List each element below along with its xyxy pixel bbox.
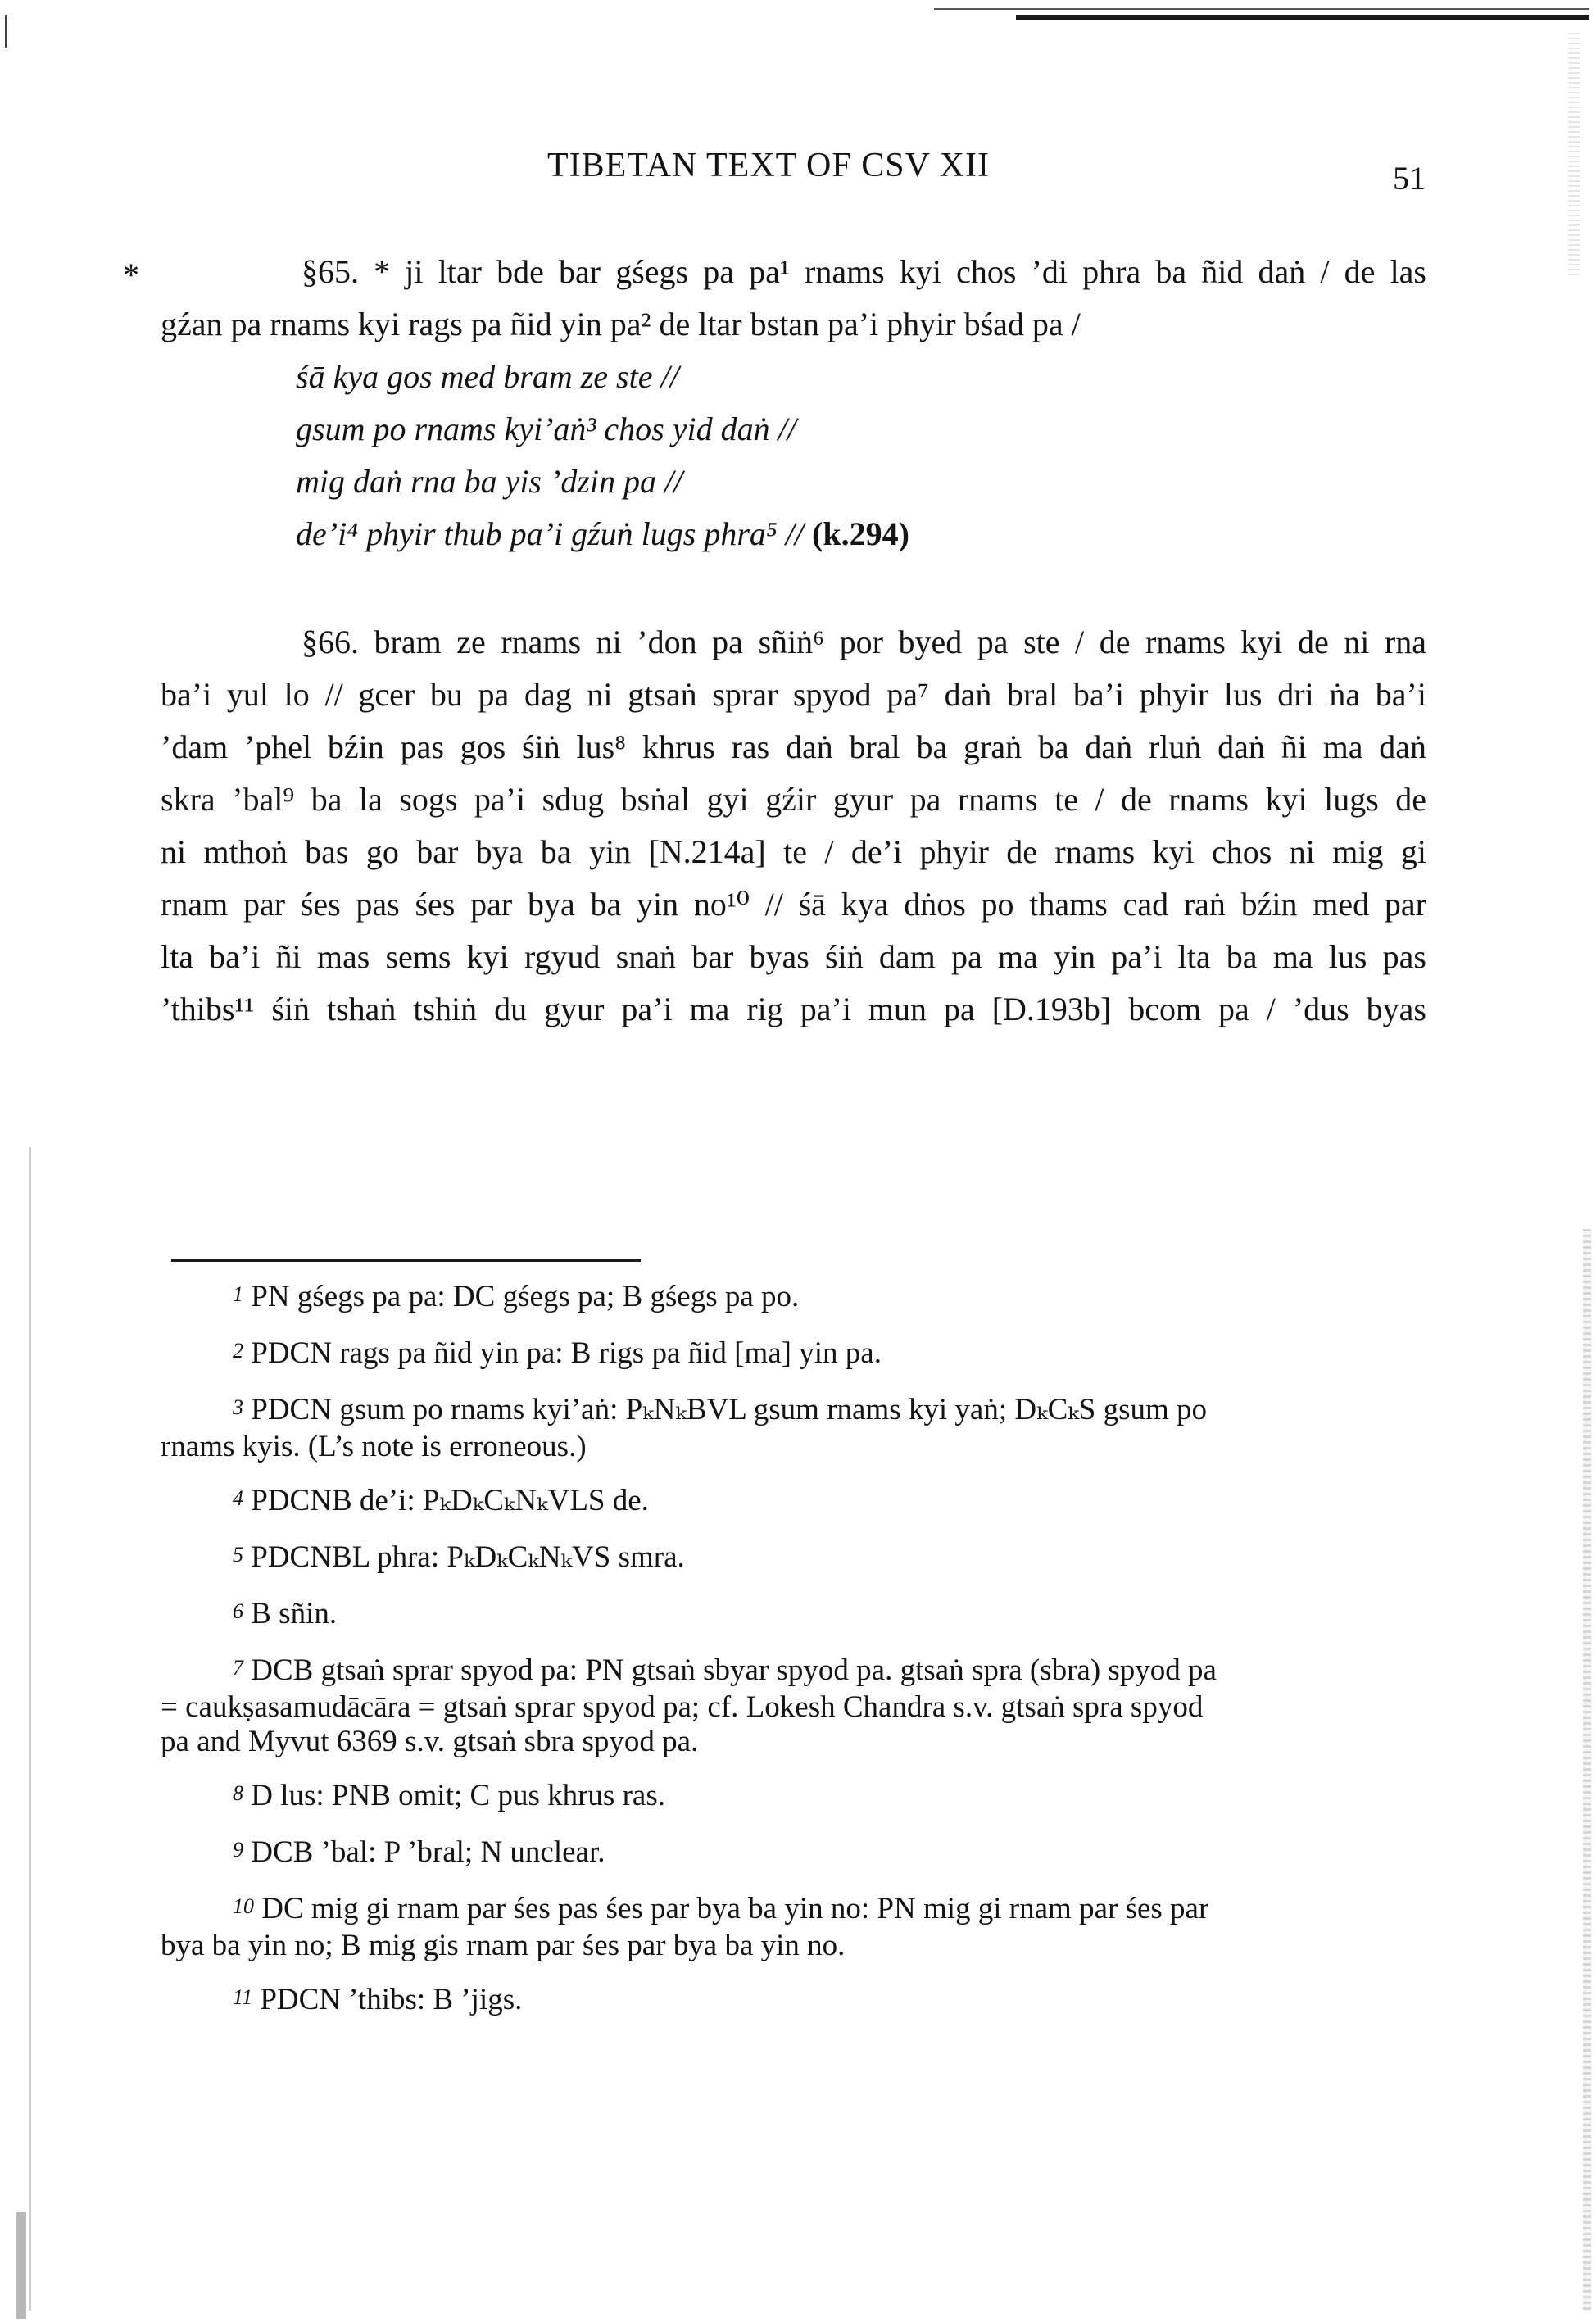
footnote-number: 7 [233,1656,243,1680]
footnote-text: DCB gtsaṅ sprar spyod pa: PN gtsaṅ sbyar spyod pa. gtsaṅ spra (sbra) spyod pa [251,1653,1217,1687]
footnote-text: PDCN gsum po rnams kyi’aṅ: PₖNₖBVL gsum rnams kyi yaṅ; DₖCₖS gsum po [251,1393,1207,1426]
footnote [161,1393,1426,1464]
footnote-number: 3 [233,1395,243,1419]
scan-edge-top [1016,15,1589,20]
scan-edge-left [5,15,7,48]
verse-line-1: śā kya gos med bram ze ste // [296,358,679,395]
footnote [161,1835,1426,1872]
footnote-text: DCB ’bal: P ’bral; N unclear. [251,1835,605,1869]
para66-line-3: ’dam ’phel bźin pas gos śiṅ lus⁸ khrus ras daṅ bral ba graṅ ba daṅ rluṅ daṅ ñi ma daṅ [161,728,1426,765]
footnote [161,1336,1426,1373]
footnote-number: 6 [233,1599,243,1623]
footnote-number: 10 [233,1894,254,1918]
footnote-number: 8 [233,1781,243,1805]
para66-line-4: skra ’bal⁹ ba la sogs pa’i sdug bsṅal gyi gźir gyur pa rnams te / de rnams kyi lugs de [161,781,1426,818]
para65-line-2: gźan pa rnams kyi rags pa ñid yin pa² de ltar bstan pa’i phyir bśad pa / [161,306,1081,342]
verse-line-4-text: de’i⁴ phyir thub pa’i gźuṅ lugs phra⁵ // [296,515,805,552]
footnote [161,1983,1426,2020]
footnote [161,1280,1426,1317]
para66-line-6: rnam par śes pas śes par bya ba yin no¹⁰ // śā kya dṅos po thams cad raṅ bźin med par [161,886,1426,923]
footnote [161,1653,1426,1759]
para66-line-7: lta ba’i ñi mas sems kyi rgyud snaṅ bar byas śiṅ dam pa ma yin pa’i lta ba ma lus pas [161,938,1426,975]
scan-edge-right [1583,1229,1591,2311]
para66-line-2: ba’i yul lo // gcer bu pa dag ni gtsaṅ sprar spyod pa⁷ daṅ bral ba’i phyir lus dri ṅa ba’i [161,676,1426,713]
para65-line-1: §65. * ji ltar bde bar gśegs pa pa¹ rnams kyi chos ’di phra ba ñid daṅ / de las [302,253,1426,290]
footnote [161,1779,1426,1816]
footnote-continuation: pa and Myvut 6369 s.v. gtsaṅ sbra spyod pa. [161,1725,699,1758]
footnote-number: 9 [233,1838,243,1862]
running-title: TIBETAN TEXT OF CSV XII [547,147,990,184]
verse-line-3: mig daṅ rna ba yis ’dzin pa // [296,463,683,500]
footnote-text: D lus: PNB omit; C pus khrus ras. [251,1779,665,1812]
footnote-text: PDCNB de’i: PₖDₖCₖNₖVLS de. [251,1484,649,1517]
footnote-text: B sñin. [251,1597,338,1630]
page-number: 51 [1393,160,1426,197]
footnote-rule [171,1259,641,1262]
verse-line-4 [161,508,1426,560]
scan-edge-top-thin [934,8,1589,10]
footnote-text: PN gśegs pa pa: DC gśegs pa; B gśegs pa po. [251,1280,800,1313]
footnotes [161,1280,1426,2039]
para66-line-8: ’thibs¹¹ śiṅ tshaṅ tshiṅ du gyur pa’i ma rig pa’i mun pa [D.193b] bcom pa / ’dus byas [161,991,1426,1027]
footnote-text: PDCN ’thibs: B ’jigs. [260,1983,523,2016]
footnote-continuation: = caukṣasamudācāra = gtsaṅ sprar spyod pa; cf. Lokesh Chandra s.v. gtsaṅ spra spyod [161,1690,1204,1724]
footnote-number: 11 [233,1985,253,2009]
footnote-continuation: bya ba yin no; B mig gis rnam par śes par bya ba yin no. [161,1929,846,1962]
footnote-continuation: rnams kyis. (L’s note is erroneous.) [161,1430,587,1463]
footnote-text: DC mig gi rnam par śes pas śes par bya ba yin no: PN mig gi rnam par śes par [261,1892,1209,1925]
verse-line-2: gsum po rnams kyi’aṅ³ chos yid daṅ // [296,410,796,447]
verse-reference: (k.294) [812,515,909,552]
para66-line-1: §66. bram ze rnams ni ’don pa sñiṅ⁶ por byed pa ste / de rnams kyi de ni rna [302,624,1426,660]
footnote-number: 1 [233,1282,243,1306]
footnote-number: 2 [233,1339,243,1363]
footnote-number: 5 [233,1543,243,1567]
main-text [161,246,1426,1036]
footnote-number: 4 [233,1486,243,1510]
para66-line-5: ni mthoṅ bas go bar bya ba yin [N.214a] te / de’i phyir de rnams kyi chos ni mig gi [161,833,1426,870]
footnote [161,1484,1426,1521]
scan-edge-left-faint [29,1147,31,2311]
footnote [161,1540,1426,1577]
scan-edge-bottom-left [16,2212,26,2319]
footnote-text: PDCNBL phra: PₖDₖCₖNₖVS smra. [251,1540,685,1574]
running-head [0,146,1596,197]
footnote [161,1892,1426,1963]
footnote [161,1597,1426,1634]
footnote-text: PDCN rags pa ñid yin pa: B rigs pa ñid [ma] yin pa. [251,1336,882,1370]
margin-asterisk: * [123,256,139,293]
